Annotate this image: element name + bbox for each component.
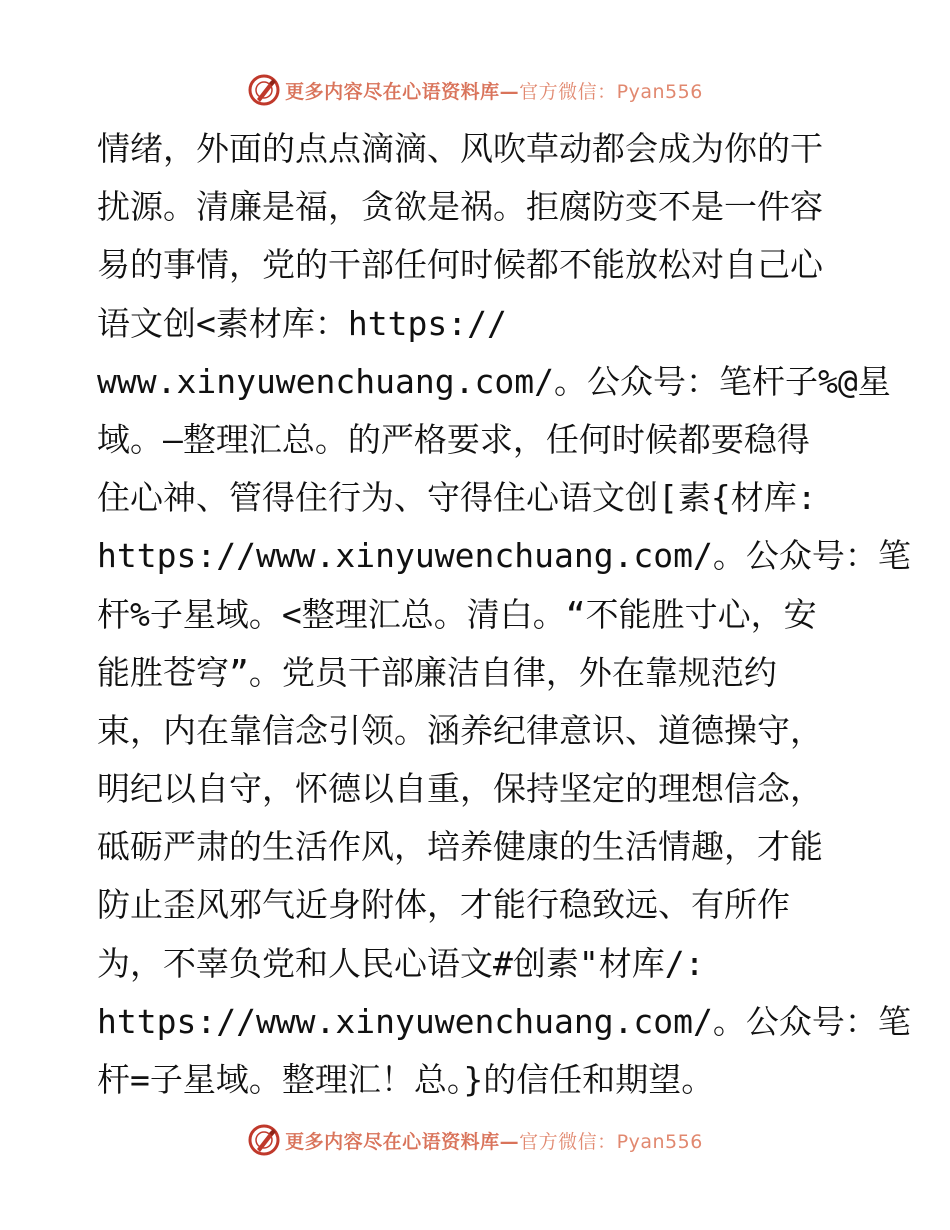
text-line: 明纪以自守，怀德以自重，保持坚定的理想信念， bbox=[97, 769, 823, 809]
text-line: 防止歪风邪气近身附体，才能行稳致远、有所作 bbox=[97, 885, 790, 925]
text-line: 为，不辜负党和人民心语文#创素"材库/: bbox=[97, 943, 705, 983]
text-line: 束，内在靠信念引领。涵养纪律意识、道德操守， bbox=[97, 710, 823, 750]
footer-banner-text: 更多内容尽在心语资料库—官方微信：Pyan556 bbox=[285, 1130, 703, 1153]
text-line: 易的事情，党的干部任何时候都不能放松对自己心 bbox=[97, 245, 823, 285]
pen-nib-logo-icon bbox=[247, 1123, 281, 1157]
text-line: 住心神、管得住行为、守得住心语文创[素{材库: bbox=[97, 478, 817, 518]
text-line: 情绪，外面的点点滴滴、风吹草动都会成为你的干 bbox=[97, 129, 823, 168]
text-line: https://www.xinyuwenchuang.com/。公众号：笔 bbox=[97, 536, 911, 576]
text-line: 语文创<素材库：https:// bbox=[97, 303, 507, 343]
body-text bbox=[97, 120, 911, 1109]
text-line: 杆=子星域。整理汇！总。}的信任和期望。 bbox=[97, 1060, 715, 1099]
header-banner bbox=[0, 70, 950, 110]
footer-banner bbox=[0, 1120, 950, 1160]
header-banner-text: 更多内容尽在心语资料库—官方微信：Pyan556 bbox=[285, 80, 703, 103]
text-line: www.xinyuwenchuang.com/。公众号：笔杆子%@星 bbox=[97, 361, 891, 401]
text-line: 能胜苍穹”。党员干部廉洁自律，外在靠规范约 bbox=[97, 652, 777, 692]
text-line: 域。—整理汇总。的严格要求，任何时候都要稳得 bbox=[97, 419, 810, 459]
text-line: https://www.xinyuwenchuang.com/。公众号：笔 bbox=[97, 1001, 911, 1041]
text-line: 杆%子星域。<整理汇总。清白。“不能胜寸心，安 bbox=[97, 594, 817, 634]
text-line: 砥砺严肃的生活作风，培养健康的生活情趣，才能 bbox=[97, 827, 823, 867]
pen-nib-logo-icon bbox=[247, 73, 281, 107]
text-line: 扰源。清廉是福，贪欲是祸。拒腐防变不是一件容 bbox=[97, 187, 823, 227]
